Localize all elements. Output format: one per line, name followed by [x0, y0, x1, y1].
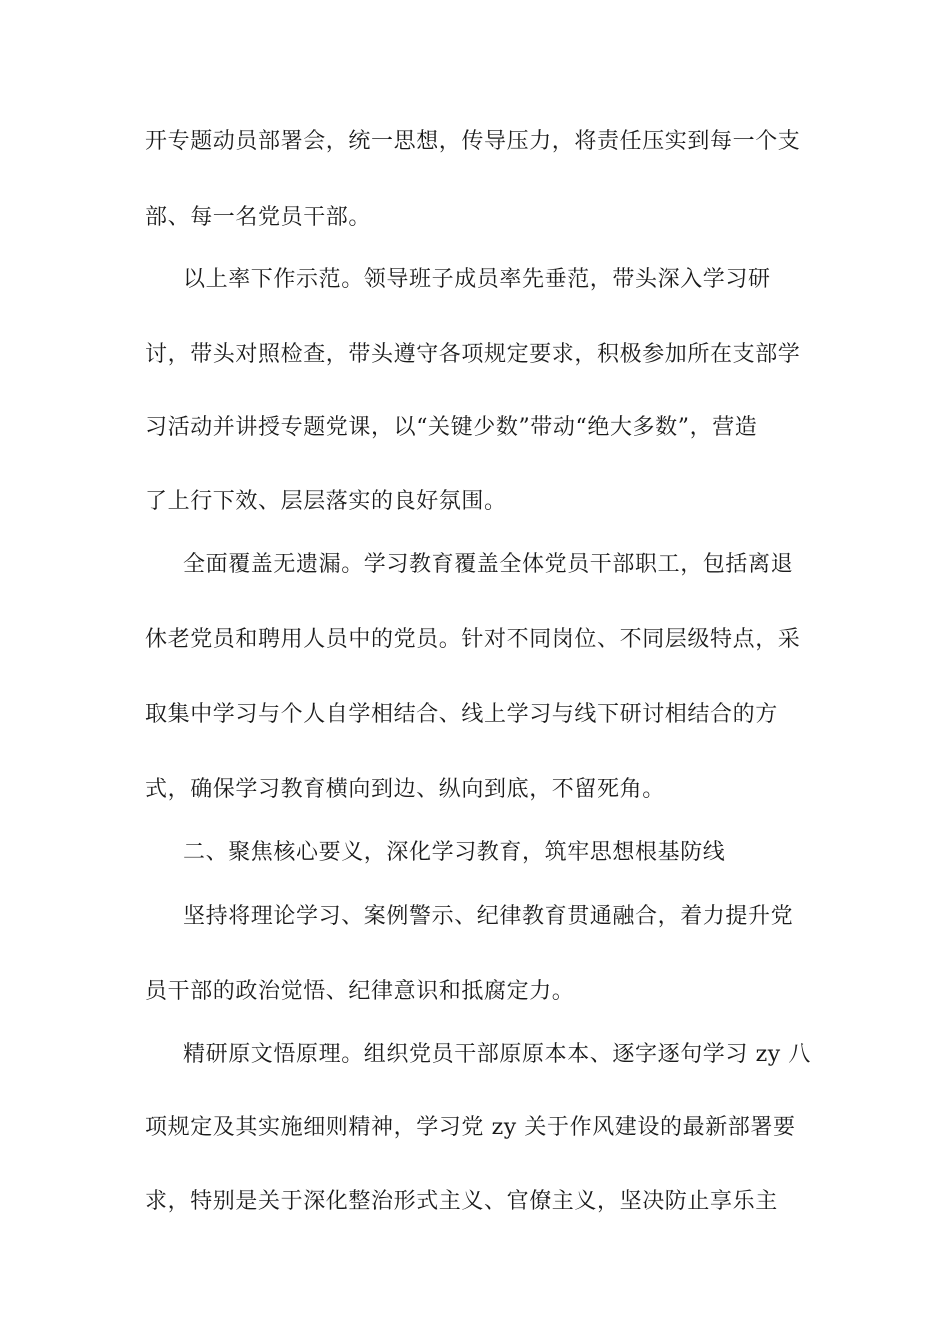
paragraph-start: 精研原文悟原理。组织党员干部原原本本、逐字逐句学习 zy 八	[183, 1042, 812, 1067]
text-line: 部、每一名党员干部。	[145, 205, 372, 230]
text-line: 习活动并讲授专题党课，以“关键少数”带动“绝大多数”，营造	[145, 415, 758, 440]
text-line: 讨，带头对照检查，带头遵守各项规定要求，积极参加所在支部学	[145, 342, 801, 367]
text-line: 休老党员和聘用人员中的党员。针对不同岗位、不同层级特点，采	[145, 627, 801, 652]
text-line: 项规定及其实施细则精神，学习党 zy 关于作风建设的最新部署要	[145, 1115, 796, 1140]
paragraph-start: 全面覆盖无遗漏。学习教育覆盖全体党员干部职工，包括离退	[183, 552, 794, 577]
text-line: 求，特别是关于深化整治形式主义、官僚主义，坚决防止享乐主	[145, 1189, 778, 1214]
text-line: 取集中学习与个人自学相结合、线上学习与线下研讨相结合的方	[145, 702, 778, 727]
paragraph-start: 以上率下作示范。领导班子成员率先垂范，带头深入学习研	[183, 267, 771, 292]
paragraph-start: 坚持将理论学习、案例警示、纪律教育贯通融合，着力提升党	[183, 904, 794, 929]
text-line: 式，确保学习教育横向到边、纵向到底，不留死角。	[145, 777, 665, 802]
text-line: 员干部的政治觉悟、纪律意识和抵腐定力。	[145, 979, 575, 1004]
section-heading: 二、聚焦核心要义，深化学习教育，筑牢思想根基防线	[183, 840, 726, 865]
text-line: 开专题动员部署会，统一思想，传导压力，将责任压实到每一个支	[145, 129, 801, 154]
text-line: 了上行下效、层层落实的良好氛围。	[145, 489, 507, 514]
